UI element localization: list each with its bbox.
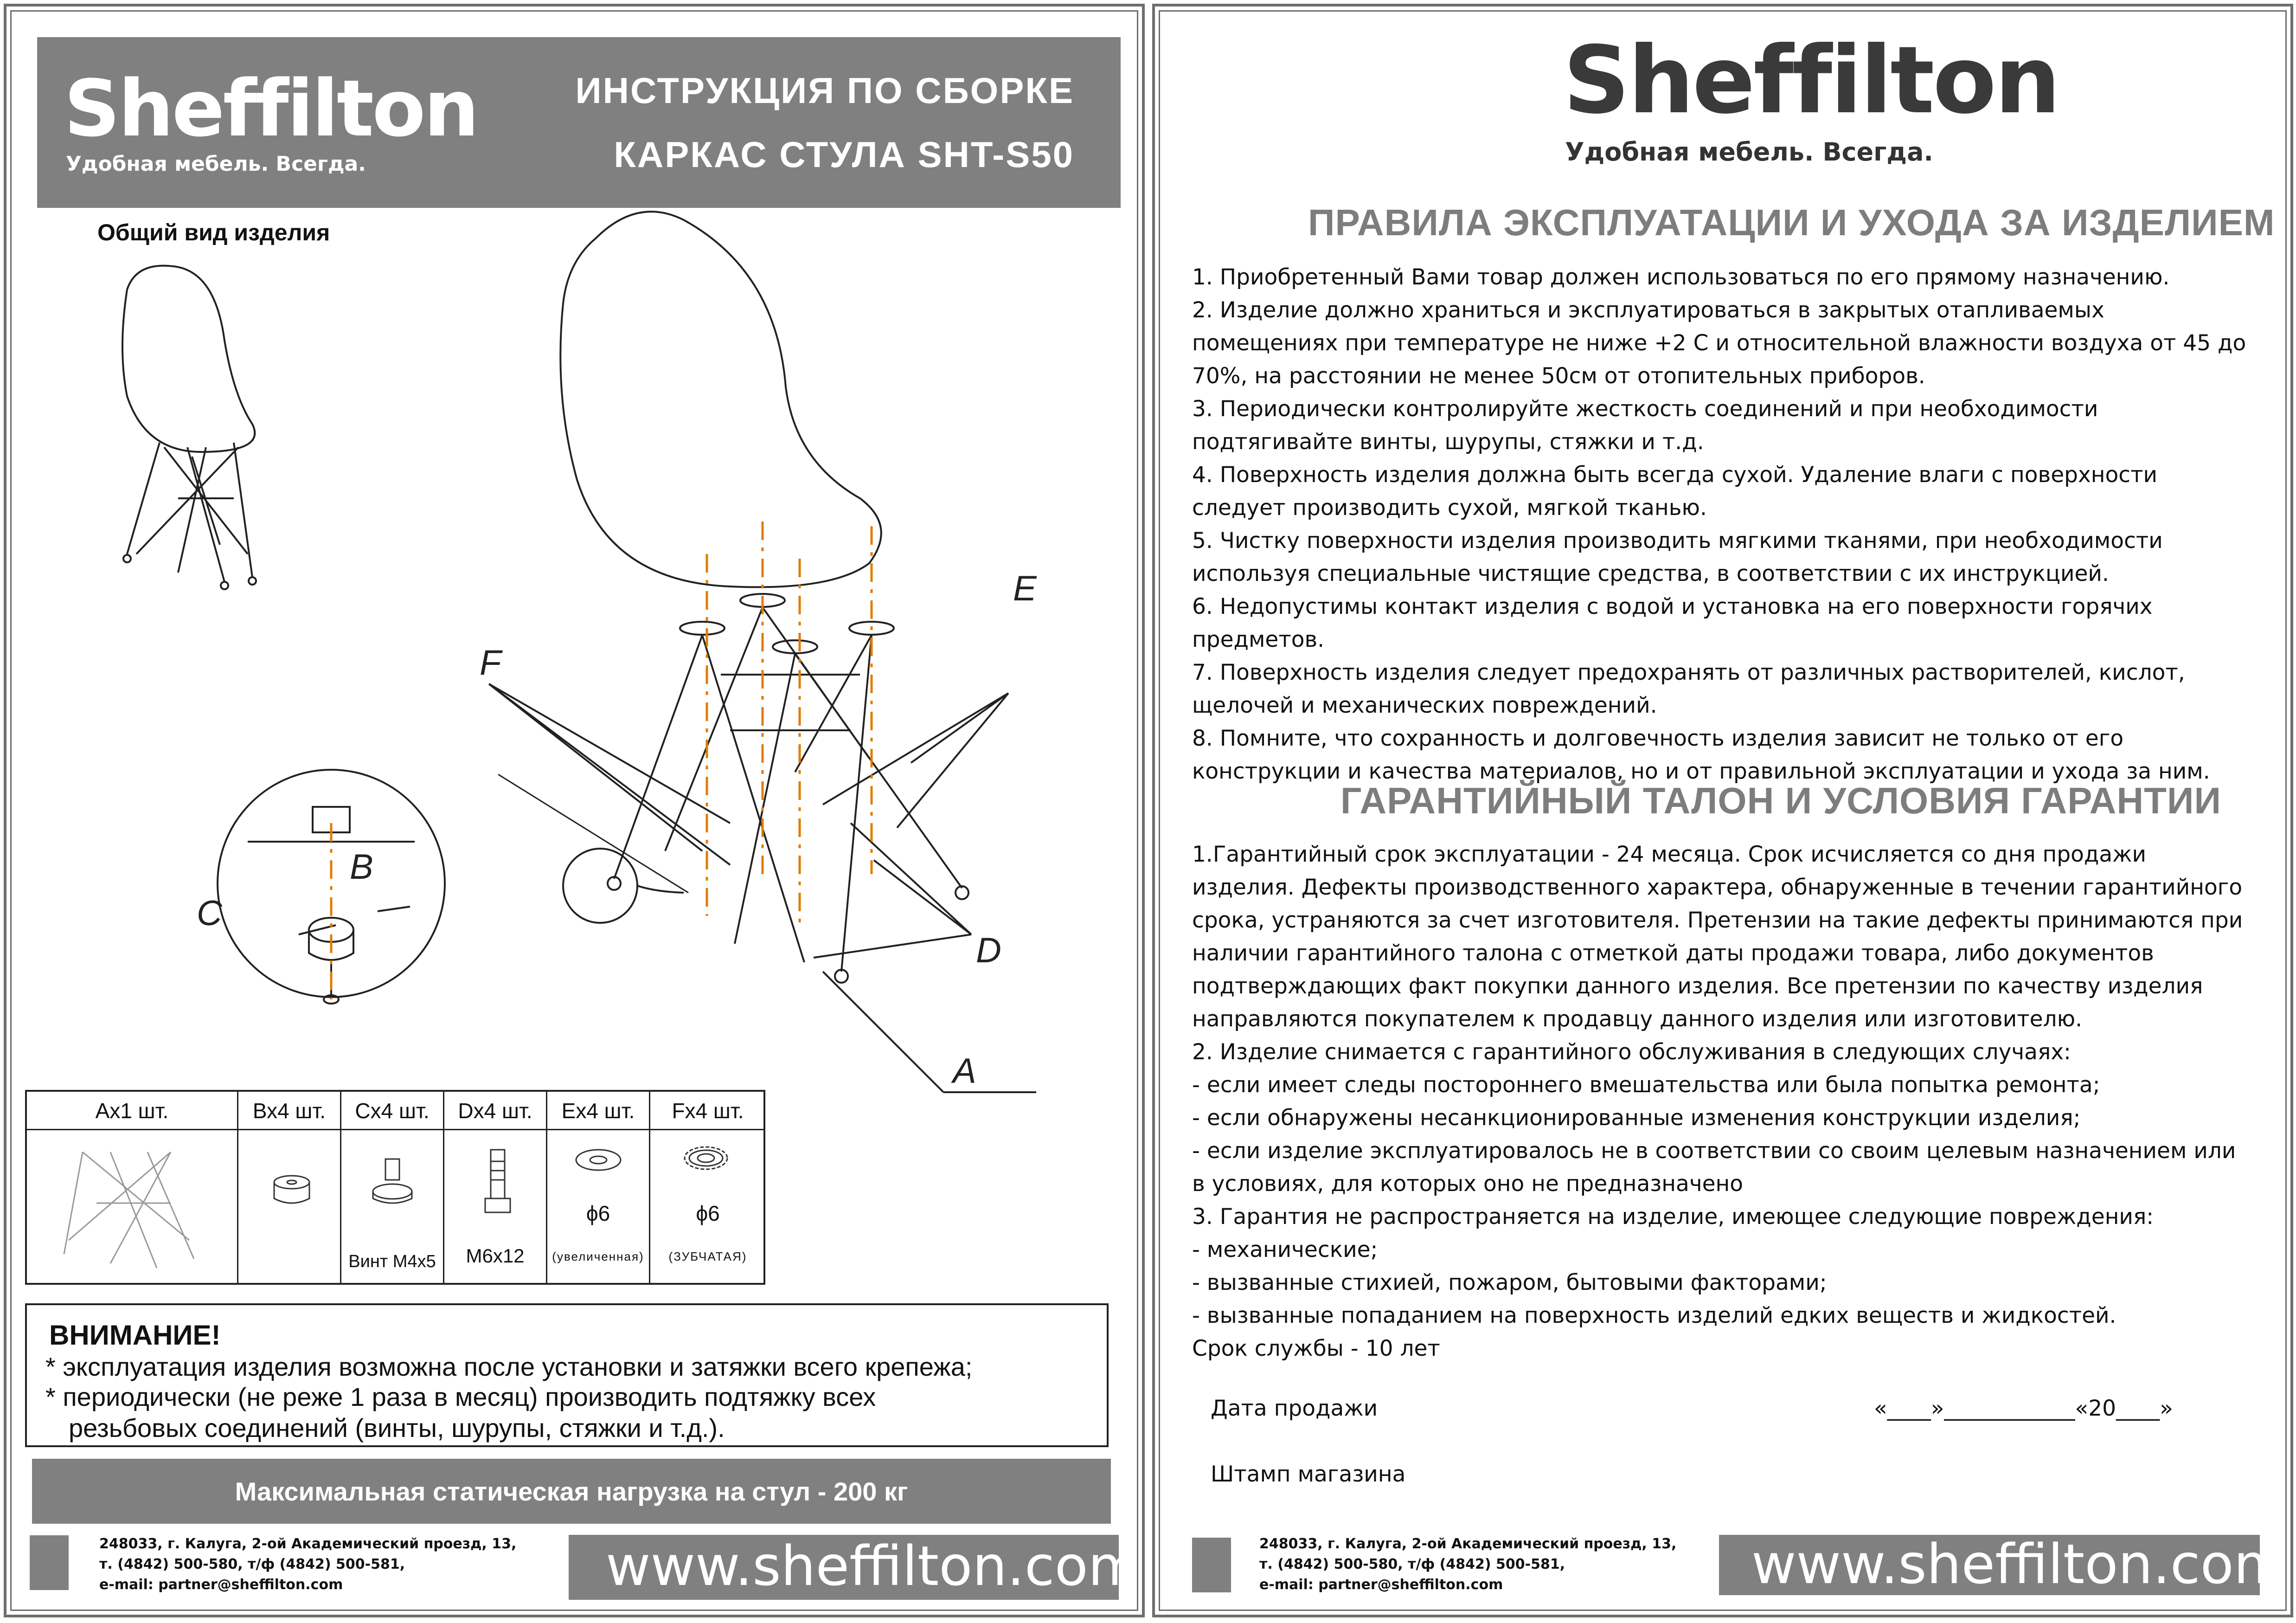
part-f-sub: (ЗУБЧАТАЯ) bbox=[668, 1249, 747, 1263]
brand-tagline: Удобная мебель. Всегда. bbox=[66, 152, 366, 176]
rule-item: 2. Изделие должно храниться и эксплуатироваться в закрытых отапливаемых помещениях при температуре не ниже +2 С и относительной влажности воздуха от 45 до 70%, на расстоянии не менее 50см от отопительных приборов. bbox=[1192, 297, 2246, 389]
warranty-item: 3. Гарантия не распространяется на изделие, имеющее следующие повреждения: bbox=[1192, 1204, 2154, 1230]
part-f-qty: Fх4 шт. bbox=[672, 1099, 744, 1123]
callout-F: F bbox=[480, 643, 501, 683]
part-b-qty: Вх4 шт. bbox=[252, 1099, 326, 1123]
footer-square bbox=[30, 1535, 69, 1590]
rule-item: 4. Поверхность изделия должна быть всегда сухой. Удаление влаги с поверхности следует производить сухой, мягкой тканью. bbox=[1192, 462, 2158, 521]
website-banner bbox=[569, 1534, 1142, 1600]
lock-washer-icon bbox=[680, 1140, 731, 1182]
part-d-qty: Dх4 шт. bbox=[458, 1099, 532, 1123]
part-f-caption: ϕ6 bbox=[696, 1201, 720, 1225]
rule-item: 1. Приобретенный Вами товар должен использоваться по его прямому назначению. bbox=[1192, 264, 2170, 290]
sale-date-label: Дата продажи bbox=[1211, 1396, 1378, 1421]
warning-line-2: * периодически (не реже 1 раза в месяц) производить подтяжку всех bbox=[45, 1382, 876, 1411]
warranty-item: Срок службы - 10 лет bbox=[1192, 1336, 1440, 1361]
warning-line-1: * эксплуатация изделия возможна после установки и затяжки всего крепежа; bbox=[45, 1352, 973, 1381]
website-link[interactable]: www.sheffilton.com bbox=[606, 1534, 1142, 1598]
part-cell-d bbox=[444, 1092, 547, 1283]
part-cell-c bbox=[341, 1092, 444, 1283]
product-model-title: КАРКАС СТУЛА SHT-S50 bbox=[614, 134, 1074, 175]
max-load-banner bbox=[32, 1459, 1111, 1524]
footer-square bbox=[1192, 1538, 1231, 1592]
instruction-title: ИНСТРУКЦИЯ ПО СБОРКЕ bbox=[575, 70, 1074, 111]
screw-m4-icon bbox=[369, 1157, 416, 1208]
footer-address: 248033, г. Калуга, 2-ой Академический проезд, 13, т. (4842) 500-580, т/ф (4842) 500-581, e-mail: partner@sheffilton.com bbox=[1259, 1536, 1677, 1593]
part-cell-f bbox=[650, 1092, 765, 1283]
callout-D: D bbox=[976, 931, 1001, 970]
parts-table bbox=[25, 1090, 765, 1285]
warranty-title: ГАРАНТИЙНЫЙ ТАЛОН И УСЛОВИЯ ГАРАНТИИ bbox=[1340, 780, 2222, 821]
rules-list bbox=[1192, 261, 2250, 788]
warranty-item: 2. Изделие снимается с гарантийного обслуживания в следующих случаях: bbox=[1192, 1039, 2071, 1065]
rules-title: ПРАВИЛА ЭКСПЛУАТАЦИИ И УХОДА ЗА ИЗДЕЛИЕМ bbox=[1308, 202, 2275, 243]
website-link[interactable]: www.sheffilton.com bbox=[1751, 1532, 2287, 1596]
footer-address: 248033, г. Калуга, 2-ой Академический проезд, 13, т. (4842) 500-580, т/ф (4842) 500-581, e-mail: partner@sheffilton.com bbox=[99, 1536, 517, 1593]
part-e-caption: ϕ6 bbox=[586, 1201, 610, 1225]
part-a-qty: Ах1 шт. bbox=[95, 1099, 169, 1123]
care-warranty-page bbox=[1152, 4, 2293, 1617]
callout-E: E bbox=[1013, 569, 1037, 608]
sale-date-field[interactable]: «____»____________«20____» bbox=[1874, 1396, 2173, 1421]
stamp-label: Штамп магазина bbox=[1211, 1462, 1406, 1487]
part-cell-b bbox=[238, 1092, 341, 1283]
warning-box bbox=[25, 1303, 1109, 1447]
website-banner bbox=[1719, 1532, 2287, 1596]
part-cell-a bbox=[27, 1092, 238, 1283]
rule-item: 3. Периодически контролируйте жесткость соединений и при необходимости подтягивайте винты, шурупы, стяжки и т.д. bbox=[1192, 396, 2098, 455]
callout-C: C bbox=[197, 894, 222, 933]
part-e-qty: Ех4 шт. bbox=[561, 1099, 635, 1123]
part-c-qty: Сх4 шт. bbox=[355, 1099, 430, 1123]
warranty-item: - вызванные стихией, пожаром, бытовыми факторами; bbox=[1192, 1270, 1827, 1295]
warranty-text bbox=[1192, 838, 2250, 1365]
frame-part-icon bbox=[55, 1147, 208, 1273]
warranty-item: - если изделие эксплуатировалось не в соответствии со своим целевым назначением или в условиях, для которых оно не предназначено bbox=[1192, 1138, 2236, 1197]
part-c-caption: Винт М4х5 bbox=[348, 1252, 436, 1271]
max-load-text: Максимальная статическая нагрузка на стул - 200 кг bbox=[235, 1477, 908, 1506]
part-d-caption: М6х12 bbox=[466, 1245, 525, 1267]
brand-logo: Sheffilton bbox=[1563, 26, 2059, 135]
warranty-item: - если обнаружены несанкционированные изменения конструкции изделия; bbox=[1192, 1105, 2081, 1131]
part-cell-e bbox=[547, 1092, 650, 1283]
bolt-m6-icon bbox=[481, 1147, 514, 1217]
part-e-sub: (увеличенная) bbox=[552, 1249, 644, 1263]
foot-cap-icon bbox=[271, 1173, 313, 1210]
warning-line-3: резьбовых соединений (винты, шурупы, стяжки и т.д.). bbox=[69, 1413, 725, 1443]
warning-title: ВНИМАНИЕ! bbox=[49, 1320, 221, 1351]
overview-label: Общий вид изделия bbox=[97, 219, 330, 245]
header-banner bbox=[37, 37, 1121, 208]
warranty-item: 1.Гарантийный срок эксплуатации - 24 месяца. Срок исчисляется со дня продажи изделия. Дефекты производственного характера, обнаруженные в течении гарантийного срока, устраняются за счет изготовителя. Претензии на такие дефекты принимаются при наличии гарантийного талона с отметкой даты продажи товара, либо документов подтверждающих факт покупки данного изделия. Все претензии по качеству изделия направляются покупателем к продавцу данного изделия или изготовителю. bbox=[1192, 842, 2243, 1032]
rule-item: 5. Чистку поверхности изделия производить мягкими тканями, при необходимости используя специальные чистящие средства, в соответствии с их инструкцией. bbox=[1192, 528, 2163, 586]
callout-A: A bbox=[953, 1051, 976, 1091]
assembly-instruction-page bbox=[4, 4, 1145, 1617]
brand-logo: Sheffilton bbox=[64, 63, 478, 154]
rule-item: 7. Поверхность изделия следует предохранять от различных растворителей, кислот, щелочей и механических повреждений. bbox=[1192, 660, 2185, 718]
warranty-item: - если имеет следы постороннего вмешательства или была попытка ремонта; bbox=[1192, 1072, 2100, 1098]
callout-B: B bbox=[350, 847, 373, 887]
warranty-item: - вызванные попаданием на поверхность изделий едких веществ и жидкостей. bbox=[1192, 1303, 2116, 1328]
rule-item: 8. Помните, что сохранность и долговечность изделия зависит не только от его конструкции и качества материалов, но и от правильной эксплуатации и ухода за ним. bbox=[1192, 726, 2210, 784]
exploded-assembly-drawing bbox=[146, 201, 1073, 1111]
brand-tagline: Удобная мебель. Всегда. bbox=[1565, 137, 1933, 167]
washer-icon bbox=[573, 1145, 624, 1178]
warranty-item: - механические; bbox=[1192, 1237, 1378, 1262]
rule-item: 6. Недопустимы контакт изделия с водой и установка на его поверхности горячих предметов. bbox=[1192, 594, 2153, 652]
